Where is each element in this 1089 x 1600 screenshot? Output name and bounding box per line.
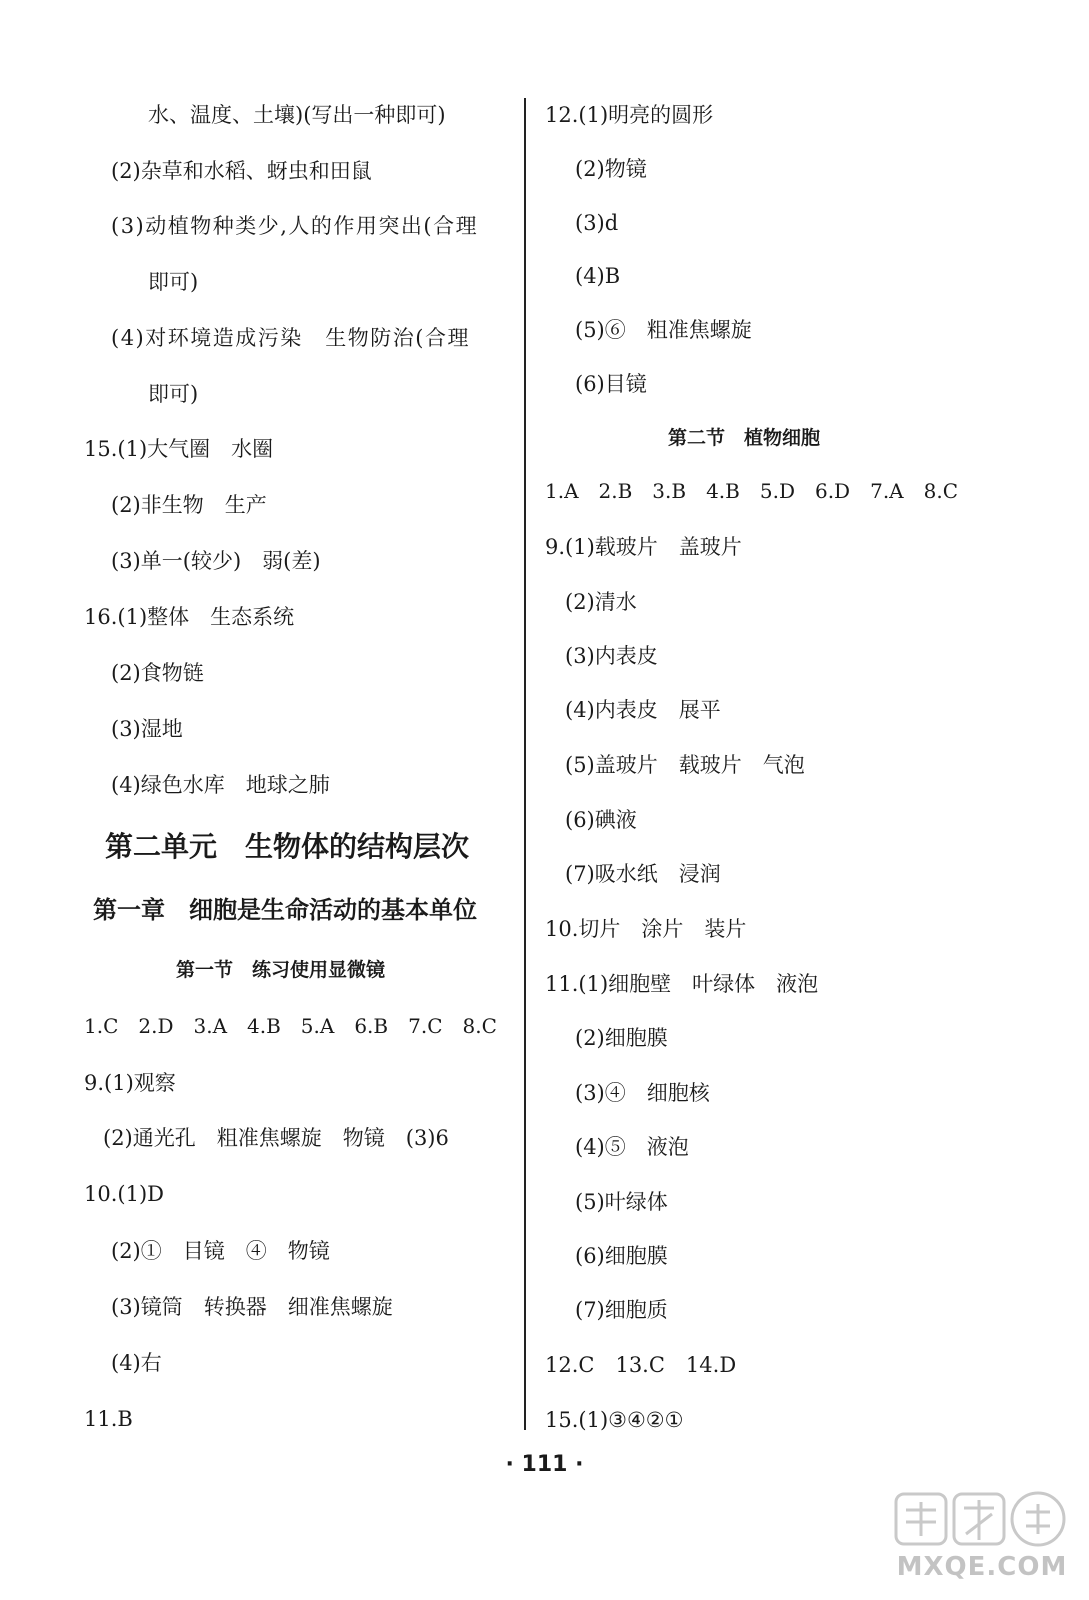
column-divider (524, 98, 526, 1430)
answer-line: (5)⑥ 粗准焦螺旋 (575, 318, 752, 342)
answer-line: (5)盖玻片 载玻片 气泡 (565, 753, 805, 777)
answer-line: 1.C 2.D 3.A 4.B 5.A 6.B 7.C 8.C (84, 1014, 497, 1038)
answer-line: 9.(1)观察 (84, 1071, 176, 1095)
answer-line: (2)清水 (565, 590, 637, 614)
answer-line: (3)d (575, 211, 619, 235)
answer-line: 15.(1)大气圈 水圈 (84, 437, 274, 461)
answer-line: 12.C 13.C 14.D (545, 1353, 737, 1377)
answer-line: (2)通光孔 粗准焦螺旋 物镜 (3)6 (103, 1126, 449, 1150)
answer-line: 16.(1)整体 生态系统 (84, 605, 295, 629)
answer-line: 10.切片 涂片 装片 (545, 917, 747, 941)
chapter-title: 第一章 细胞是生命活动的基本单位 (93, 896, 477, 924)
answer-line: (4)⑤ 液泡 (575, 1135, 689, 1159)
section-title: 第一节 练习使用显微镜 (176, 959, 386, 981)
watermark-text: MXQE.COM (896, 1552, 1068, 1582)
answer-line: 1.A 2.B 3.B 4.B 5.D 6.D 7.A 8.C (545, 479, 959, 503)
answer-line: (6)碘液 (565, 808, 637, 832)
answer-line: 15.(1)③④②① (545, 1408, 684, 1432)
answer-line: (3)湿地 (111, 717, 183, 741)
answer-line: (6)细胞膜 (575, 1244, 668, 1268)
answer-line: (4)绿色水库 地球之肺 (111, 773, 330, 797)
unit-title: 第二单元 生物体的结构层次 (105, 830, 470, 863)
answer-line: 9.(1)载玻片 盖玻片 (545, 535, 742, 559)
answer-line: (2)物镜 (575, 157, 647, 181)
answer-line: (3)单一(较少) 弱(差) (111, 549, 321, 573)
answer-line: (3)④ 细胞核 (575, 1081, 710, 1105)
answer-line: (2)细胞膜 (575, 1026, 668, 1050)
answer-line: (2)非生物 生产 (111, 493, 267, 517)
answer-line: 即可) (148, 382, 199, 406)
watermark-logo (892, 1488, 1072, 1588)
answer-line: (4)右 (111, 1351, 162, 1375)
answer-line: 即可) (148, 270, 199, 294)
watermark-graphic (892, 1488, 1072, 1552)
page-number: · 111 · (505, 1452, 584, 1477)
answer-line: (5)叶绿体 (575, 1190, 668, 1214)
answer-line: (4)内表皮 展平 (565, 698, 721, 722)
answer-line: (3)内表皮 (565, 644, 658, 668)
answer-line: (2)① 目镜 ④ 物镜 (111, 1239, 330, 1263)
answer-line: (2)食物链 (111, 661, 204, 685)
answer-line: (3)镜筒 转换器 细准焦螺旋 (111, 1295, 393, 1319)
answer-line: 10.(1)D (84, 1182, 164, 1206)
section-title: 第二节 植物细胞 (668, 427, 821, 449)
answer-line: (7)吸水纸 浸润 (565, 862, 721, 886)
answer-line: 水、温度、土壤)(写出一种即可) (148, 103, 446, 127)
answer-line: 11.(1)细胞壁 叶绿体 液泡 (545, 972, 819, 996)
answer-line: (4)对环境造成污染 生物防治(合理 (111, 326, 470, 350)
answer-line: (4)B (575, 264, 621, 288)
answer-line: 12.(1)明亮的圆形 (545, 103, 714, 127)
answer-line: (7)细胞质 (575, 1298, 668, 1322)
answer-line: (2)杂草和水稻、蚜虫和田鼠 (111, 159, 372, 183)
answer-line: (6)目镜 (575, 372, 647, 396)
answer-line: (3)动植物种类少,人的作用突出(合理 (111, 214, 479, 238)
answer-line: 11.B (84, 1407, 133, 1431)
